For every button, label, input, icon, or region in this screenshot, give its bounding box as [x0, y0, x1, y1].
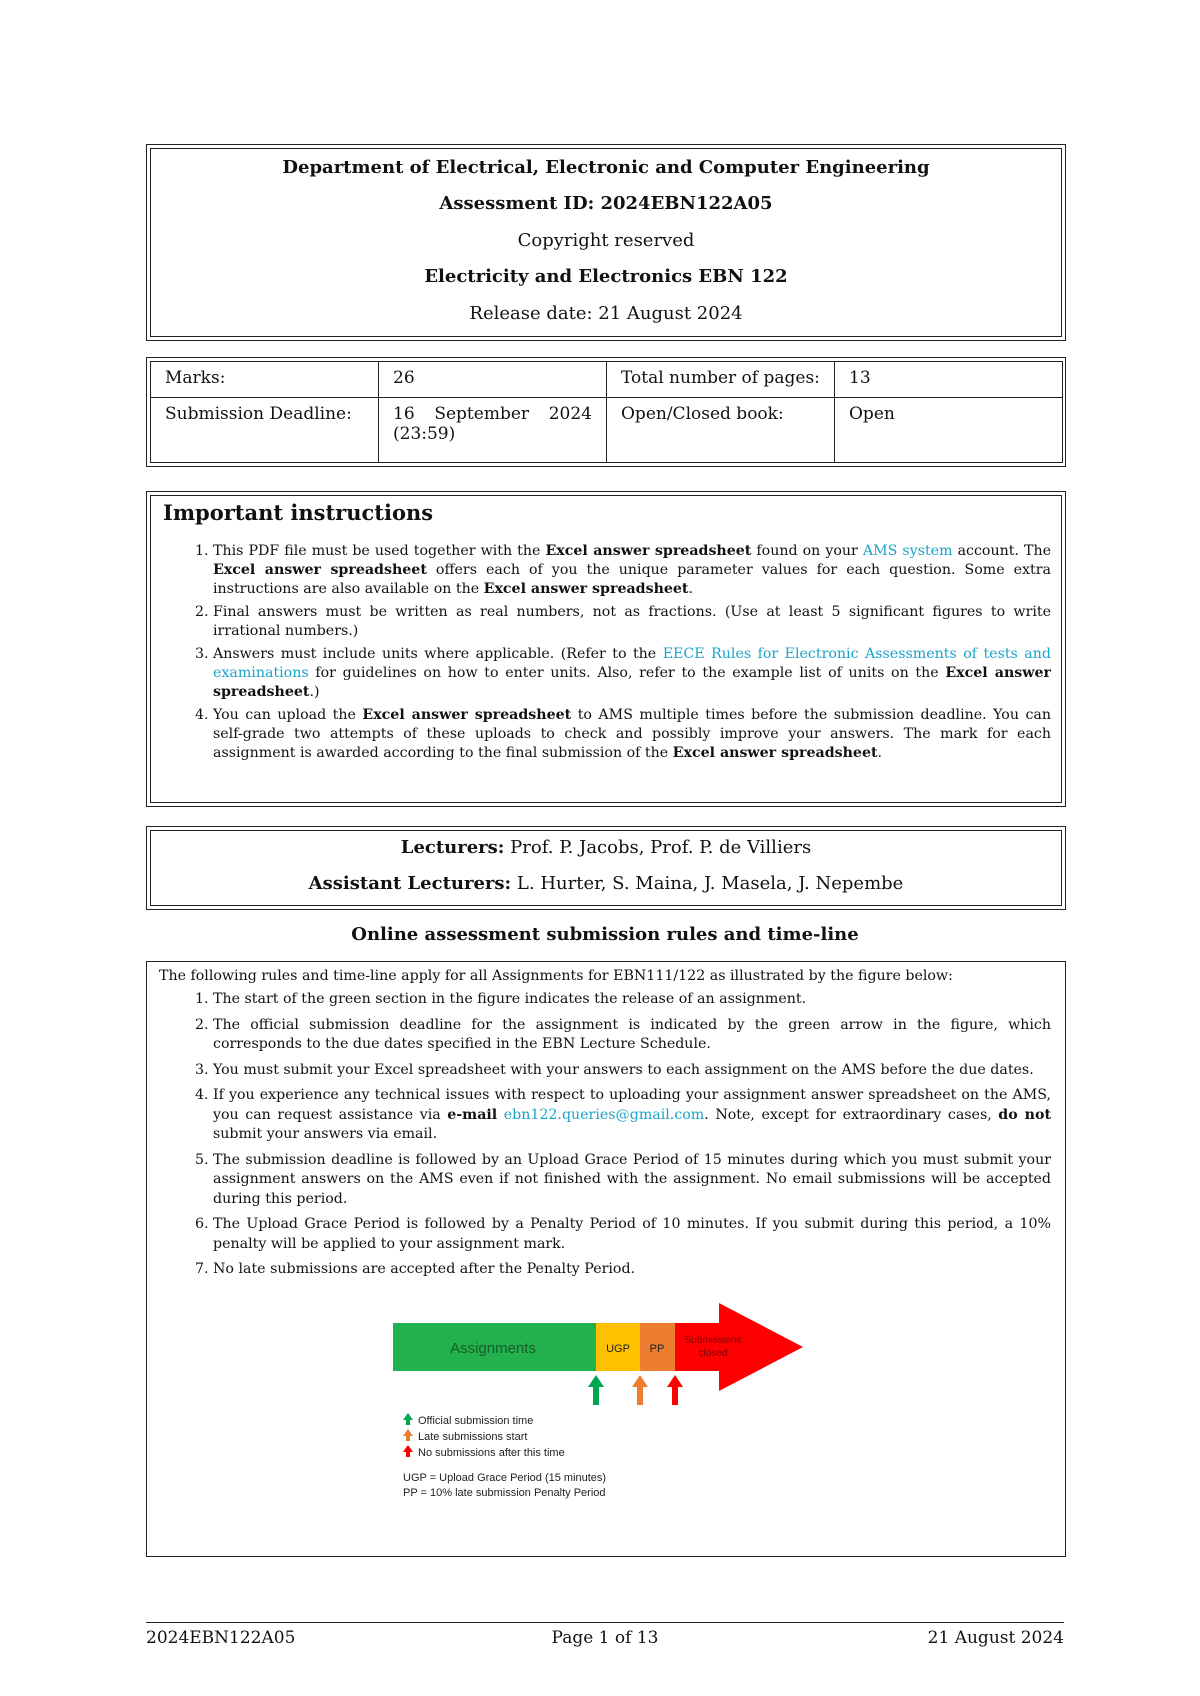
assistant-lecturers-line: Assistant Lecturers: L. Hurter, S. Maina, J. Masela, J. Nepembe [308, 873, 904, 894]
instruction-item: 1. This PDF file must be used together with the Excel answer spreadsheet found on your AMS system account. The Excel answer spreadsheet offers each of you the unique parameter values for each question. Some extra instructions are also available on the Excel answer spreadsheet. [213, 542, 1051, 599]
footer-assessment-id: 2024EBN122A05 [146, 1628, 296, 1648]
footer-date: 21 August 2024 [927, 1628, 1064, 1648]
pages-value: 13 [835, 362, 1063, 398]
rule-item: 4. If you experience any technical issues with respect to uploading your assignment answer spreadsheet on the AMS, you can request assistance via e-mail ebn122.queries@gmail.com. Note, except for extraordinary cases, do not submit your answers via email. [213, 1086, 1051, 1145]
rule-item: 5. The submission deadline is followed by an Upload Grace Period of 15 minutes during which you must submit your assignment answers on the AMS even if not finished with the assignment. No email submissions will be accepted during this period. [213, 1151, 1051, 1210]
department-name: Department of Electrical, Electronic and Computer Engineering [282, 157, 930, 178]
note-ugp: UGP = Upload Grace Period (15 minutes) [403, 1472, 607, 1484]
release-date: Release date: 21 August 2024 [469, 303, 743, 324]
note-pp: PP = 10% late submission Penalty Period [403, 1487, 606, 1499]
instructions-list [161, 542, 1051, 767]
legend-late: Late submissions start [418, 1431, 528, 1443]
rule-item: 6. The Upload Grace Period is followed by a Penalty Period of 10 minutes. If you submit during this period, a 10% penalty will be applied to your assignment mark. [213, 1215, 1051, 1254]
eece-rules-link[interactable]: EECE Rules for Electronic Assessments of tests and examinations [213, 646, 1051, 681]
legend-orange-arrow-icon [403, 1429, 413, 1441]
header-box [146, 144, 1066, 341]
instructions-box [146, 491, 1066, 807]
closed-label-2: closed [698, 1348, 728, 1359]
copyright-notice: Copyright reserved [517, 230, 695, 251]
book-label: Open/Closed book: [607, 398, 835, 463]
assignments-label: Assignments [450, 1340, 536, 1357]
footer-rule [146, 1622, 1064, 1623]
orange-up-arrow-icon [632, 1375, 648, 1405]
instruction-item: 2. Final answers must be written as real numbers, not as fractions. (Use at least 5 significant figures to write irrational numbers.) [213, 603, 1051, 641]
course-title: Electricity and Electronics EBN 122 [424, 266, 788, 287]
marks-label: Marks: [151, 362, 379, 398]
rules-intro: The following rules and time-line apply for all Assignments for EBN111/122 as illustrated by the figure below: [159, 968, 953, 984]
lecturers-line: Lecturers: Prof. P. Jacobs, Prof. P. de Villiers [400, 837, 812, 858]
red-up-arrow-icon [667, 1375, 683, 1405]
assessment-id: Assessment ID: 2024EBN122A05 [439, 193, 773, 214]
rules-title: Online assessment submission rules and time-line [351, 924, 859, 945]
marks-table [150, 361, 1063, 463]
green-up-arrow-icon [588, 1375, 604, 1405]
deadline-label: Submission Deadline: [151, 398, 379, 463]
instructions-heading: Important instructions [163, 500, 434, 525]
legend-official: Official submission time [418, 1415, 534, 1427]
lecturers-box [146, 826, 1066, 910]
ugp-label: UGP [606, 1343, 630, 1355]
marks-value: 26 [379, 362, 607, 398]
marks-table-box [146, 357, 1066, 467]
ams-system-link[interactable]: AMS system [862, 543, 953, 559]
book-value: Open [835, 398, 1063, 463]
rule-item: 2. The official submission deadline for the assignment is indicated by the green arrow in the figure, which corresponds to the due dates specified in the EBN Lecture Schedule. [213, 1016, 1051, 1055]
legend-red-arrow-icon [403, 1445, 413, 1457]
instruction-item: 3. Answers must include units where applicable. (Refer to the EECE Rules for Electronic Assessments of tests and examinations for guidelines on how to enter units. Also, refer to the example list of units on the Excel answer spreadsheet.) [213, 645, 1051, 702]
deadline-value: 16 September 2024 (23:59) [379, 398, 607, 463]
pp-label: PP [649, 1343, 665, 1355]
timeline-figure [393, 1303, 803, 1503]
queries-email-link[interactable]: ebn122.queries@gmail.com [503, 1106, 705, 1123]
instruction-item: 4. You can upload the Excel answer spreadsheet to AMS multiple times before the submission deadline. You can self-grade two attempts of these uploads to check and possibly improve your answers. The mark for each assignment is awarded according to the final submission of the Excel answer spreadsheet. [213, 706, 1051, 763]
rule-item: 7. No late submissions are accepted after the Penalty Period. [213, 1260, 1051, 1280]
pages-label: Total number of pages: [607, 362, 835, 398]
footer-page-number: Page 1 of 13 [551, 1628, 659, 1648]
closed-label-1: Submissions [684, 1335, 742, 1346]
legend-closed: No submissions after this time [418, 1447, 565, 1459]
legend-green-arrow-icon [403, 1413, 413, 1425]
rules-box [146, 961, 1066, 1557]
rule-item: 3. You must submit your Excel spreadsheet with your answers to each assignment on the AMS before the due dates. [213, 1061, 1051, 1081]
closed-arrow [675, 1303, 803, 1391]
rule-item: 1. The start of the green section in the figure indicates the release of an assignment. [213, 990, 1051, 1010]
rules-list [161, 990, 1051, 1286]
